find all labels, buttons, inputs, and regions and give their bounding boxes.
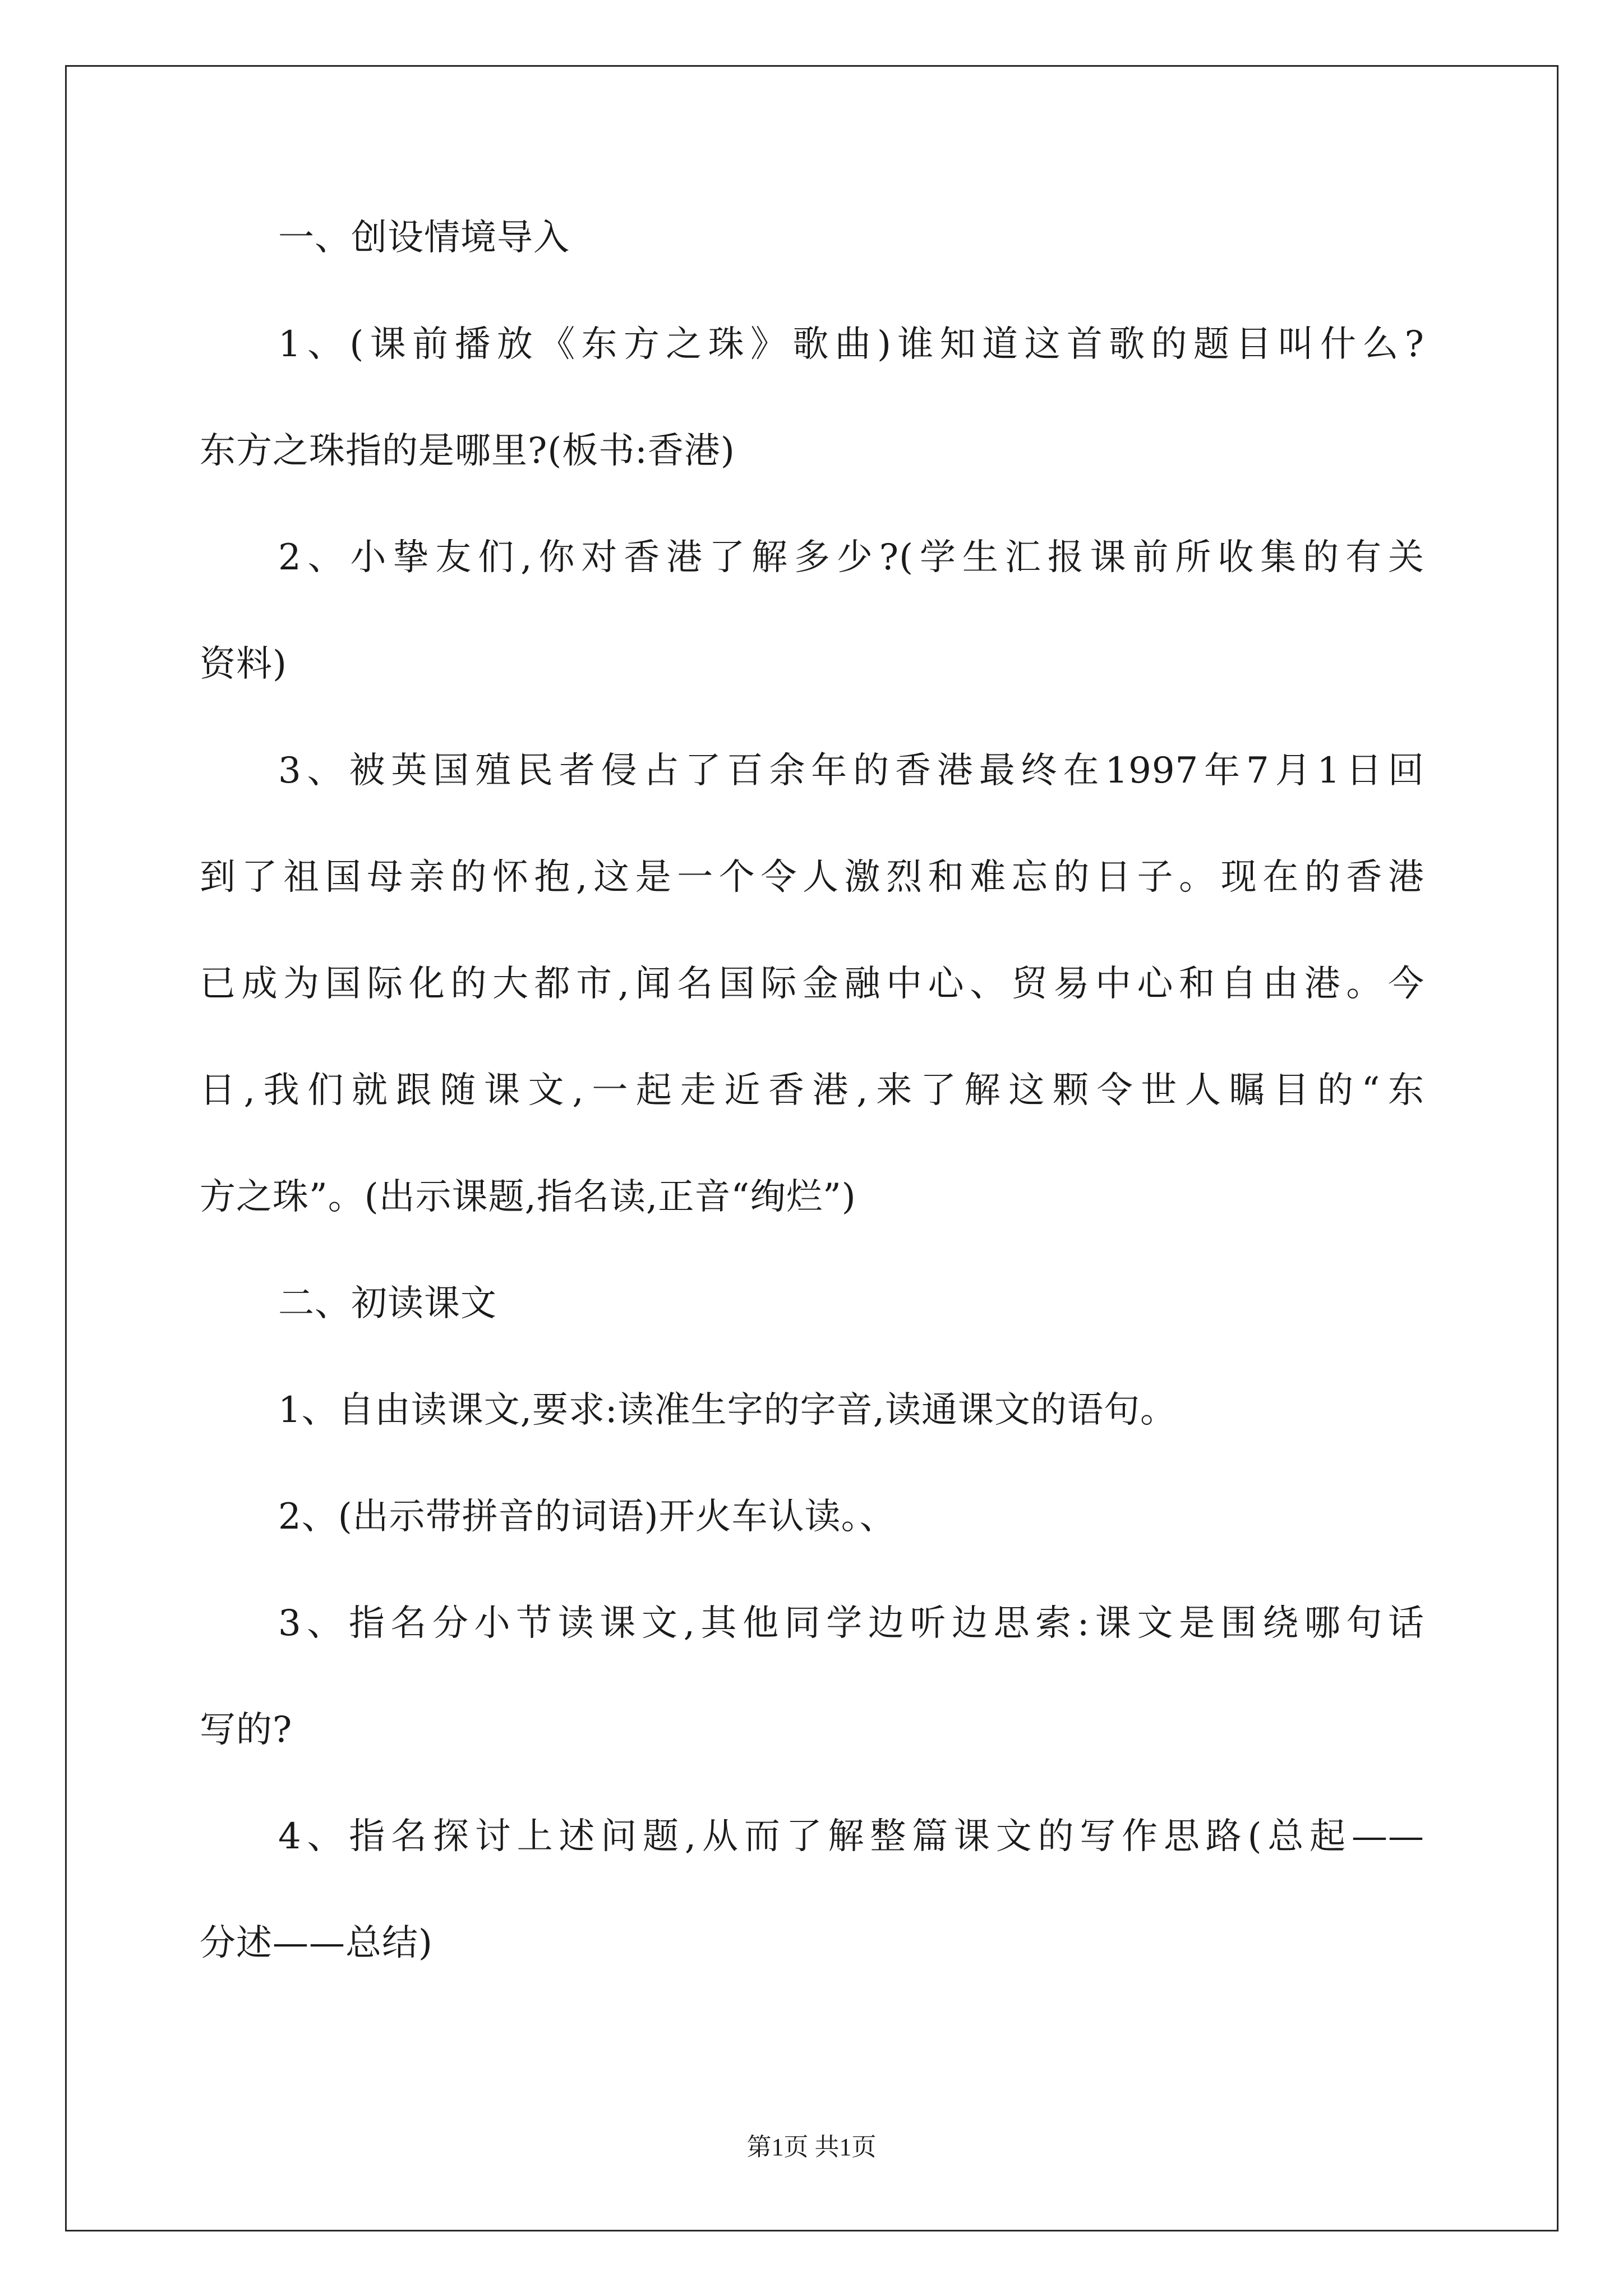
paragraph-line: 已成为国际化的大都市,闻名国际金融中心、贸易中心和自由港。今 [200,963,1424,1005]
page-number-footer: 第1页 共1页 [746,2133,877,2161]
paragraph-line: 日,我们就跟随课文,一起走近香港,来了解这颗令世人瞩目的“东 [200,1070,1424,1111]
paragraph-line: 到了祖国母亲的怀抱,这是一个令人激烈和难忘的日子。现在的香港 [200,857,1424,898]
paragraph-line: 1、自由读课文,要求:读准生字的字音,读通课文的语句。 [278,1389,1177,1431]
paragraph-line: 4、指名探讨上述问题,从而了解整篇课文的写作思路(总起—— [278,1816,1424,1857]
paragraph-line: 分述——总结) [200,1922,433,1964]
page-border [65,65,1559,2231]
paragraph-line: 写的? [200,1709,293,1751]
paragraph-line: 2、小挚友们,你对香港了解多少?(学生汇报课前所收集的有关 [278,537,1424,578]
section-heading-1: 一、创设情境导入 [278,217,570,259]
paragraph-line: 1、(课前播放《东方之珠》歌曲)谁知道这首歌的题目叫什么? [278,324,1424,365]
section-heading-2: 二、初读课文 [278,1283,497,1324]
paragraph-line: 资料) [200,643,287,685]
paragraph-line: 东方之珠指的是哪里?(板书:香港) [200,430,735,472]
paragraph-line: 3、被英国殖民者侵占了百余年的香港最终在1997年7月1日回 [278,750,1424,792]
paragraph-line: 方之珠”。(出示课题,指名读,正音“绚烂”) [200,1176,856,1218]
paragraph-line: 2、(出示带拼音的词语)开火车认读。、 [278,1496,896,1538]
paragraph-line: 3、指名分小节读课文,其他同学边听边思索:课文是围绕哪句话 [278,1603,1424,1644]
